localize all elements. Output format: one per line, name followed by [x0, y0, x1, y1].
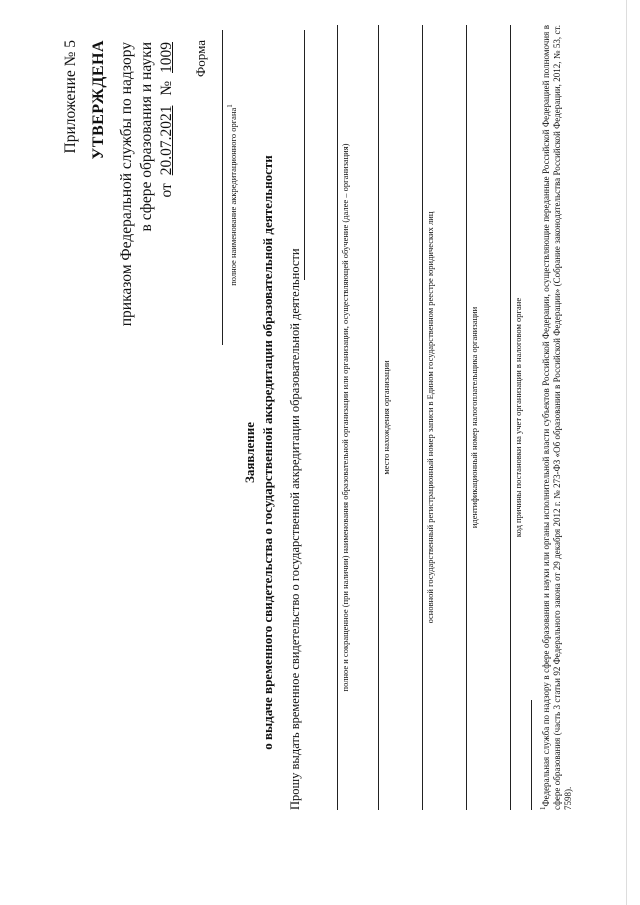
order-line-2: в сфере образования и науки: [138, 42, 155, 232]
order-date-line: [158, 42, 176, 442]
approved-label: УТВЕРЖДЕНА: [90, 40, 107, 160]
inn-line: [466, 25, 467, 810]
ogrn-caption: основной государственный регистрационный номер записи в Едином государственном реестре юридических лиц: [425, 211, 435, 624]
document-title: Заявление: [242, 421, 257, 484]
document-subtitle: о выдаче временного свидетельства о государственной аккредитации образовательной деятельности: [260, 155, 275, 750]
org-name-line: [337, 25, 338, 810]
footnote-separator: [531, 700, 532, 810]
org-address-caption: место нахождения организации: [381, 360, 391, 475]
ogrn-line: [422, 25, 423, 810]
request-text: Прошу выдать временное свидетельство о государственной аккредитации образовательной деятельности: [288, 248, 302, 810]
order-line-1: приказом Федеральной службы по надзору: [118, 42, 135, 327]
order-from-label: от: [158, 183, 175, 198]
order-number: 1009: [158, 42, 175, 73]
form-label: Форма: [193, 40, 208, 77]
agency-name-line: [222, 30, 223, 345]
appendix-label: Приложение № 5: [62, 40, 79, 154]
order-no-label: №: [158, 80, 175, 96]
org-address-line: [378, 25, 379, 810]
request-fill-line: [304, 30, 305, 280]
agency-caption: полное наименование аккредитационного органа$^1$: [226, 104, 238, 286]
kpp-caption: код причины постановки на учет организации в налоговом органе: [513, 297, 523, 538]
kpp-line: [510, 25, 511, 810]
footnote-ref: 1: [226, 104, 234, 108]
org-name-caption: полное и сокращенное (при наличии) наименования образовательной организации или организации, осуществляющей обучение (далее – организация): [340, 143, 350, 692]
footnote-text: $^1$Федеральная служба по надзору в сфере образования и науки или органы исполнительной власти субъектов Российской Федерации, осуществляющие переданные Российской Федерацией полномочия в сфере образования (часть 3 статьи 92 Федерального закона от 29 декабря 2012 г. № 273-ФЗ «Об образовании в Российской Федерации» (Собрание законодательства Российской Федерации, 2012, № 53, ст. 7598).: [539, 25, 573, 810]
footnote-number: 1: [539, 806, 547, 810]
order-date: 20.07.2021: [158, 105, 175, 176]
inn-caption: идентификационный номер налогоплательщика организации: [469, 306, 479, 529]
